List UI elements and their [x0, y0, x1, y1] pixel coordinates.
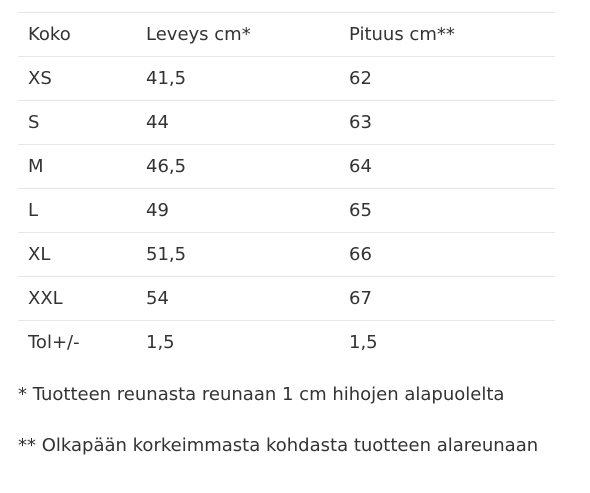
cell-size: XXL	[18, 277, 136, 321]
table-row	[18, 145, 555, 189]
cell-size: M	[18, 145, 136, 189]
header-width: Leveys cm*	[136, 13, 339, 57]
cell-length: 63	[339, 101, 555, 145]
table-row	[18, 57, 555, 101]
cell-length: 1,5	[349, 332, 378, 353]
cell-width: 49	[136, 189, 339, 233]
cell-width: 46,5	[136, 145, 339, 189]
table-row	[18, 233, 555, 277]
cell-length: 66	[339, 233, 555, 277]
size-table	[18, 12, 555, 364]
cell-size: S	[18, 101, 136, 145]
cell-length: 67	[339, 277, 555, 321]
length-footnote: ** Olkapään korkeimmasta kohdasta tuotteen alareunaan	[18, 435, 539, 456]
table-row	[18, 189, 555, 233]
cell-length: 65	[339, 189, 555, 233]
cell-size: XL	[18, 233, 136, 277]
cell-length: 64	[339, 145, 555, 189]
table-row	[18, 277, 555, 321]
cell-width: 1,5	[146, 332, 175, 353]
cell-width: 51,5	[136, 233, 339, 277]
cell-width: 41,5	[136, 57, 339, 101]
table-row	[18, 321, 555, 365]
header-length: Pituus cm**	[339, 13, 555, 57]
cell-size: XS	[18, 57, 136, 101]
cell-width: 44	[136, 101, 339, 145]
cell-width: 54	[136, 277, 339, 321]
cell-length: 62	[339, 57, 555, 101]
cell-size: Tol+/-	[28, 332, 80, 353]
width-footnote: * Tuotteen reunasta reunaan 1 cm hihojen alapuolelta	[18, 384, 505, 405]
header-size: Koko	[18, 13, 136, 57]
table-row	[18, 101, 555, 145]
table-header-row	[18, 13, 555, 57]
cell-size: L	[18, 189, 136, 233]
